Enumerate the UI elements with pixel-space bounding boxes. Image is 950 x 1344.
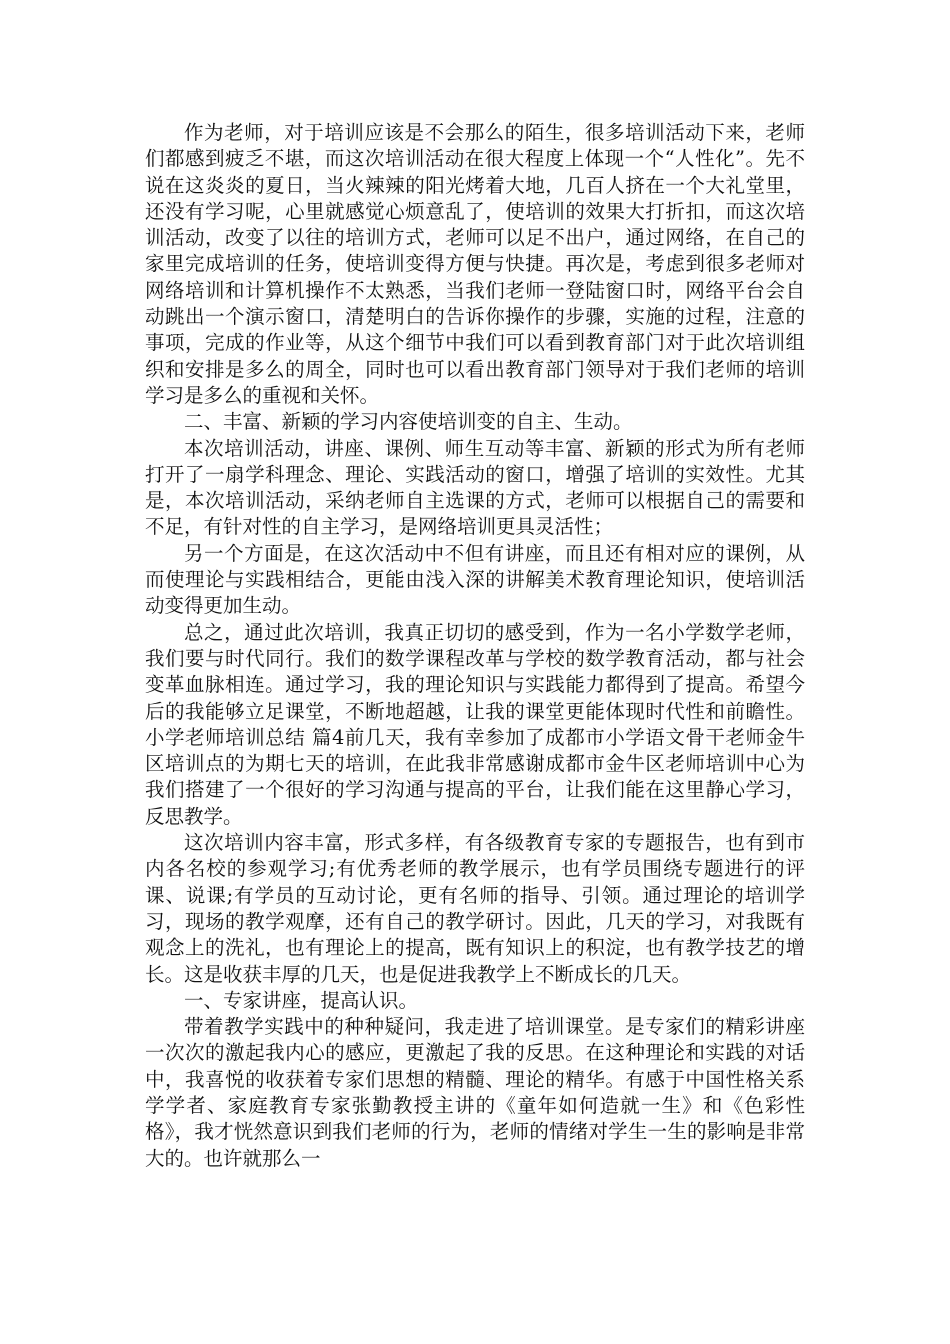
- paragraph-classroom-reflection: 带着教学实践中的种种疑问，我走进了培训课堂。是专家们的精彩讲座一次次的激起我内心的感应，更激起了我的反思。在这种理论和实践的对话中，我喜悦的收获着专家们思想的精髓、理论的精华。有感于中国性格关系学学者、家庭教育专家张勤教授主讲的《童年如何造就一生》和《色彩性格》，我才恍然意识到我们老师的行为，老师的情绪对学生一生的影响是非常大的。也许就那么一: [145, 1015, 805, 1170]
- paragraph-humanized-training: 作为老师，对于培训应该是不会那么的陌生，很多培训活动下来，老师们都感到疲乏不堪，而这次培训活动在很大程度上体现一个“人性化”。先不说在这炎炎的夏日，当火辣辣的阳光烤着大地，几百人挤在一个大礼堂里，还没有学习呢，心里就感觉心烦意乱了，使培训的效果大打折扣，而这次培训活动，改变了以往的培训方式，老师可以足不出户，通过网络，在自己的家里完成培训的任务，使培训变得方便与快捷。再次是，考虑到很多老师对网络培训和计算机操作不太熟悉，当我们老师一登陆窗口时，网络平台会自动跳出一个演示窗口，清楚明白的告诉你操作的步骤，实施的过程，注意的事项，完成的作业等，从这个细节中我们可以看到教育部门对于此次培训组织和安排是多么的周全，同时也可以看出教育部门领导对于我们老师的培训学习是多么的重视和关怀。: [145, 121, 805, 407]
- section-heading-expert-lectures: 一、专家讲座，提高认识。: [184, 988, 419, 1012]
- paragraph-training-formats: 本次培训活动，讲座、课例、师生互动等丰富、新颖的形式为所有老师打开了一扇学科理念、理论、实践活动的窗口，增强了培训的实效性。尤其是，本次培训活动，采纳老师自主选课的方式，老师可以根据自己的需要和不足，有针对性的自主学习，是网络培训更具灵活性；: [145, 436, 805, 539]
- document-body: [145, 120, 805, 1172]
- paragraph-training-content: 这次培训内容丰富，形式多样，有各级教育专家的专题报告，也有到市内各名校的参观学习;有优秀老师的教学展示，也有学员围绕专题进行的评课、说课;有学员的互动讨论，更有名师的指导、引领。通过理论的培训学习，现场的教学观摩，还有自己的教学研讨。因此，几天的学习，对我既有观念上的洗礼，也有理论上的提高，既有知识上的积淀，也有教学技艺的增长。这是收获丰厚的几天，也是促进我教学上不断成长的几天。: [145, 831, 805, 986]
- section-heading-rich-content: 二、丰富、新颖的学习内容使培训变的自主、生动。: [184, 410, 633, 434]
- paragraph-lectures-and-cases: 另一个方面是，在这次活动中不但有讲座，而且还有相对应的课例，从而使理论与实践相结合，更能由浅入深的讲解美术教育理论知识，使培训活动变得更加生动。: [145, 541, 805, 618]
- paragraph-summary: 总之，通过此次培训，我真正切切的感受到，作为一名小学数学老师，我们要与时代同行。我们的数学课程改革与学校的数学教育活动，都与社会变革血脉相连。通过学习，我的理论知识与实践能力都得到了提高。希望今后的我能够立足课堂，不断地超越，让我的课堂更能体现时代性和前瞻性。小学老师培训总结 篇4前几天，我有幸参加了成都市小学语文骨干老师金牛区培训点的为期七天的培训，在此我非常感谢成都市金牛区老师培训中心为我们搭建了一个很好的学习沟通与提高的平台，让我们能在这里静心学习，反思教学。: [145, 620, 805, 828]
